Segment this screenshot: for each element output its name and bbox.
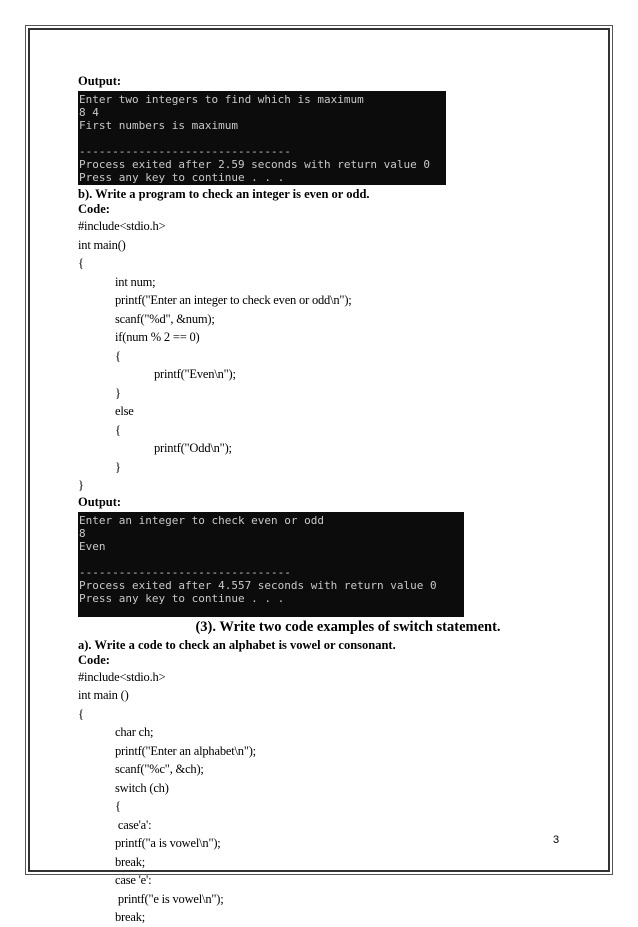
part-a-code-label: Code: (78, 652, 110, 667)
code-line: printf("Enter an alphabet\n"); (115, 743, 256, 758)
console-line: 8 (79, 526, 86, 540)
console-line: 8 4 (79, 106, 99, 119)
code-line: break; (115, 854, 146, 869)
part-b-title: b). Write a program to check an integer is even or odd. (78, 187, 370, 201)
code-block-a (78, 668, 578, 927)
console-output-1 (78, 91, 446, 185)
console-line: Enter an integer to check even or odd (79, 513, 325, 527)
code-line: printf("Enter an integer to check even or odd\n"); (115, 293, 352, 307)
code-line: scanf("%c", &ch); (115, 762, 204, 776)
code-line: { (78, 256, 84, 270)
console-line: Process exited after 2.59 seconds with return value 0 (79, 158, 430, 171)
code-line: { (78, 706, 84, 721)
part-b-output-label: Output: (78, 494, 122, 509)
code-line: } (115, 459, 121, 474)
code-line: int main () (78, 688, 129, 702)
console-line: -------------------------------- (79, 145, 291, 158)
code-line: } (115, 385, 121, 400)
console-output-2 (78, 512, 464, 617)
code-line: int num; (115, 274, 156, 289)
code-line: #include<stdio.h> (78, 669, 166, 684)
console-line: Enter two integers to find which is maximum (79, 93, 364, 106)
code-line: printf("Even\n"); (154, 367, 236, 381)
code-line: case'a': (115, 817, 152, 832)
code-line: else (115, 404, 134, 418)
console-line: First numbers is maximum (79, 119, 238, 132)
code-line: { (115, 348, 121, 363)
code-line: printf("a is vowel\n"); (115, 836, 221, 850)
code-line: char ch; (115, 725, 154, 739)
code-line: } (78, 478, 84, 492)
code-line: scanf("%d", &num); (115, 311, 215, 326)
code-line: { (115, 422, 121, 437)
console-line (79, 132, 446, 145)
output1-label: Output: (78, 74, 122, 88)
console-line: -------------------------------- (79, 565, 291, 579)
code-line: break; (115, 910, 146, 924)
code-line: switch (ch) (115, 780, 169, 795)
code-line: printf("e is vowel\n"); (115, 891, 224, 906)
code-line: if(num % 2 == 0) (115, 330, 200, 344)
console-line: Press any key to continue . . . (79, 171, 285, 184)
section3-title: (3). Write two code examples of switch statement. (195, 618, 501, 635)
part-b-code-label: Code: (78, 202, 110, 216)
code-block-b (78, 217, 578, 495)
code-line: int main() (78, 237, 126, 252)
console-line: Even (79, 539, 106, 553)
page-number: 3 (553, 834, 560, 846)
console-line (79, 605, 464, 618)
code-line: { (115, 799, 121, 813)
console-line (79, 553, 464, 566)
part-a-title: a). Write a code to check an alphabet is vowel or consonant. (78, 637, 396, 652)
console-line: Process exited after 4.557 seconds with return value 0 (79, 578, 437, 592)
page-content (78, 74, 578, 927)
code-line: printf("Odd\n"); (154, 441, 232, 455)
code-line: case 'e': (115, 873, 152, 887)
code-line: #include<stdio.h> (78, 219, 166, 233)
console-line: Press any key to continue . . . (79, 591, 285, 605)
